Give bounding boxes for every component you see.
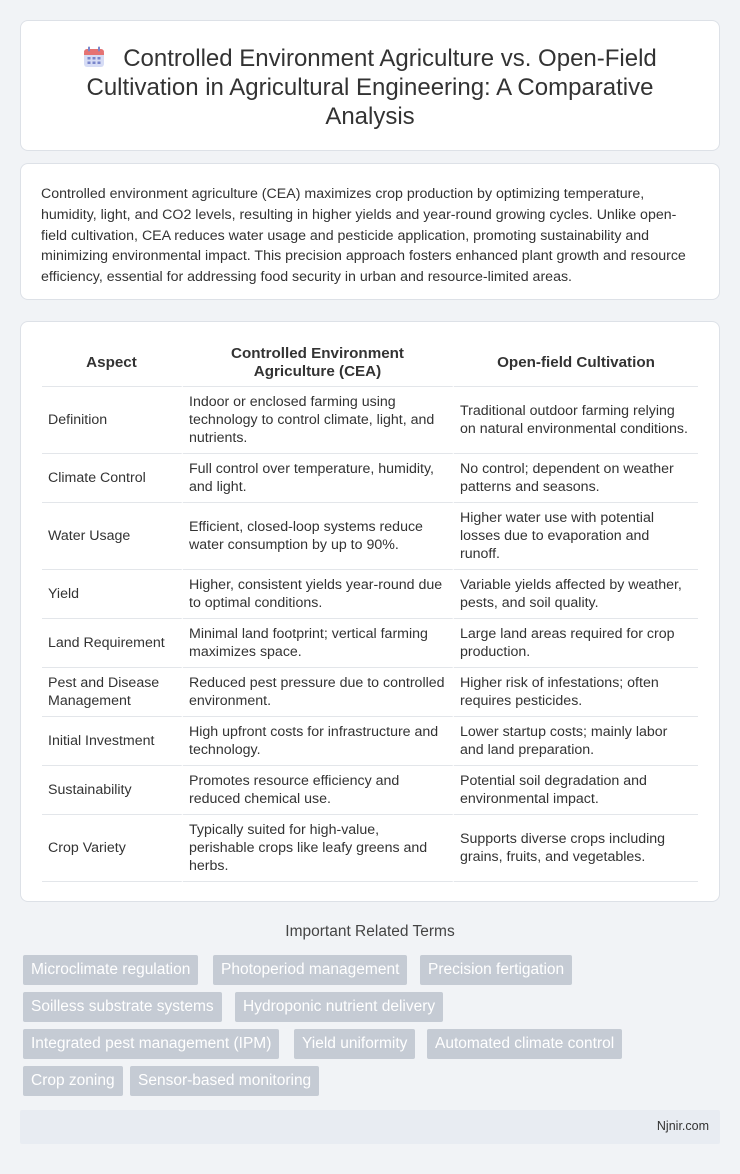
table-row xyxy=(42,570,698,619)
related-term-tag[interactable]: Integrated pest management (IPM) xyxy=(23,1029,279,1059)
table-row xyxy=(42,766,698,815)
row-open-field: Large land areas required for crop production. xyxy=(454,619,698,668)
row-aspect: Yield xyxy=(42,570,183,619)
table-row xyxy=(42,668,698,717)
row-open-field: Traditional outdoor farming relying on natural environmental conditions. xyxy=(454,387,698,454)
table-row xyxy=(42,454,698,503)
row-cea: Higher, consistent yields year-round due to optimal conditions. xyxy=(183,570,454,619)
row-cea: High upfront costs for infrastructure and technology. xyxy=(183,717,454,766)
row-open-field: Variable yields affected by weather, pests, and soil quality. xyxy=(454,570,698,619)
row-cea: Reduced pest pressure due to controlled environment. xyxy=(183,668,454,717)
table-header-row xyxy=(42,340,698,387)
related-term-tag[interactable]: Yield uniformity xyxy=(294,1029,415,1059)
row-cea: Minimal land footprint; vertical farming maximizes space. xyxy=(183,619,454,668)
footer xyxy=(20,1110,720,1144)
row-aspect: Sustainability xyxy=(42,766,183,815)
row-aspect: Crop Variety xyxy=(42,815,183,882)
related-term-tag[interactable]: Crop zoning xyxy=(23,1066,123,1096)
row-aspect: Pest and Disease Management xyxy=(42,668,183,717)
row-aspect: Land Requirement xyxy=(42,619,183,668)
header-open-field: Open-field Cultivation xyxy=(454,340,698,387)
table-row xyxy=(42,619,698,668)
footer-site-link[interactable]: Njnir.com xyxy=(656,1119,709,1133)
page-title-text: Controlled Environment Agriculture vs. Open-Field Cultivation in Agricultural Engineering: A Comparative Analysis xyxy=(86,45,657,130)
related-term-tag[interactable]: Photoperiod management xyxy=(213,955,407,985)
row-cea: Promotes resource efficiency and reduced chemical use. xyxy=(183,766,454,815)
related-term-tag[interactable]: Hydroponic nutrient delivery xyxy=(235,992,443,1022)
intro-paragraph: Controlled environment agriculture (CEA) maximizes crop production by optimizing temperature, humidity, light, and CO2 levels, resulting in higher yields and year-round growing cycles. Unlike open-field cultivation, CEA reduces water usage and pesticide application, promoting sustainability and minimizing environmental impact. This precision approach fosters enhanced plant growth and resource efficiency, essential for addressing food security in urban and resource-limited areas. xyxy=(41,186,686,286)
header-aspect: Aspect xyxy=(42,340,183,387)
row-open-field: Potential soil degradation and environmental impact. xyxy=(454,766,698,815)
row-open-field: Supports diverse crops including grains, fruits, and vegetables. xyxy=(454,815,698,882)
related-term-tag[interactable]: Soilless substrate systems xyxy=(23,992,222,1022)
row-aspect: Water Usage xyxy=(42,503,183,570)
table-row xyxy=(42,503,698,570)
comparison-card xyxy=(20,321,720,902)
related-term-tag[interactable]: Sensor-based monitoring xyxy=(130,1066,319,1096)
row-open-field: Higher water use with potential losses due to evaporation and runoff. xyxy=(454,503,698,570)
row-cea: Efficient, closed-loop systems reduce water consumption by up to 90%. xyxy=(183,503,454,570)
row-open-field: Lower startup costs; mainly labor and land preparation. xyxy=(454,717,698,766)
row-aspect: Definition xyxy=(42,387,183,454)
row-aspect: Initial Investment xyxy=(42,717,183,766)
related-terms-heading: Important Related Terms xyxy=(285,923,455,940)
header-cea: Controlled Environment Agriculture (CEA) xyxy=(183,340,454,387)
related-term-tag[interactable]: Precision fertigation xyxy=(420,955,572,985)
row-aspect: Climate Control xyxy=(42,454,183,503)
table-row xyxy=(42,815,698,882)
row-cea: Indoor or enclosed farming using technology to control climate, light, and nutrients. xyxy=(183,387,454,454)
page-title xyxy=(61,44,679,131)
comparison-table xyxy=(42,340,698,882)
table-row xyxy=(42,717,698,766)
intro-card xyxy=(20,163,720,300)
row-open-field: No control; dependent on weather patterns and seasons. xyxy=(454,454,698,503)
row-cea: Full control over temperature, humidity, and light. xyxy=(183,454,454,503)
calendar-icon xyxy=(83,46,105,68)
row-cea: Typically suited for high-value, perishable crops like leafy greens and herbs. xyxy=(183,815,454,882)
related-term-tag[interactable]: Microclimate regulation xyxy=(23,955,198,985)
title-card xyxy=(20,20,720,151)
related-term-tag[interactable]: Automated climate control xyxy=(427,1029,622,1059)
row-open-field: Higher risk of infestations; often requires pesticides. xyxy=(454,668,698,717)
table-row xyxy=(42,387,698,454)
